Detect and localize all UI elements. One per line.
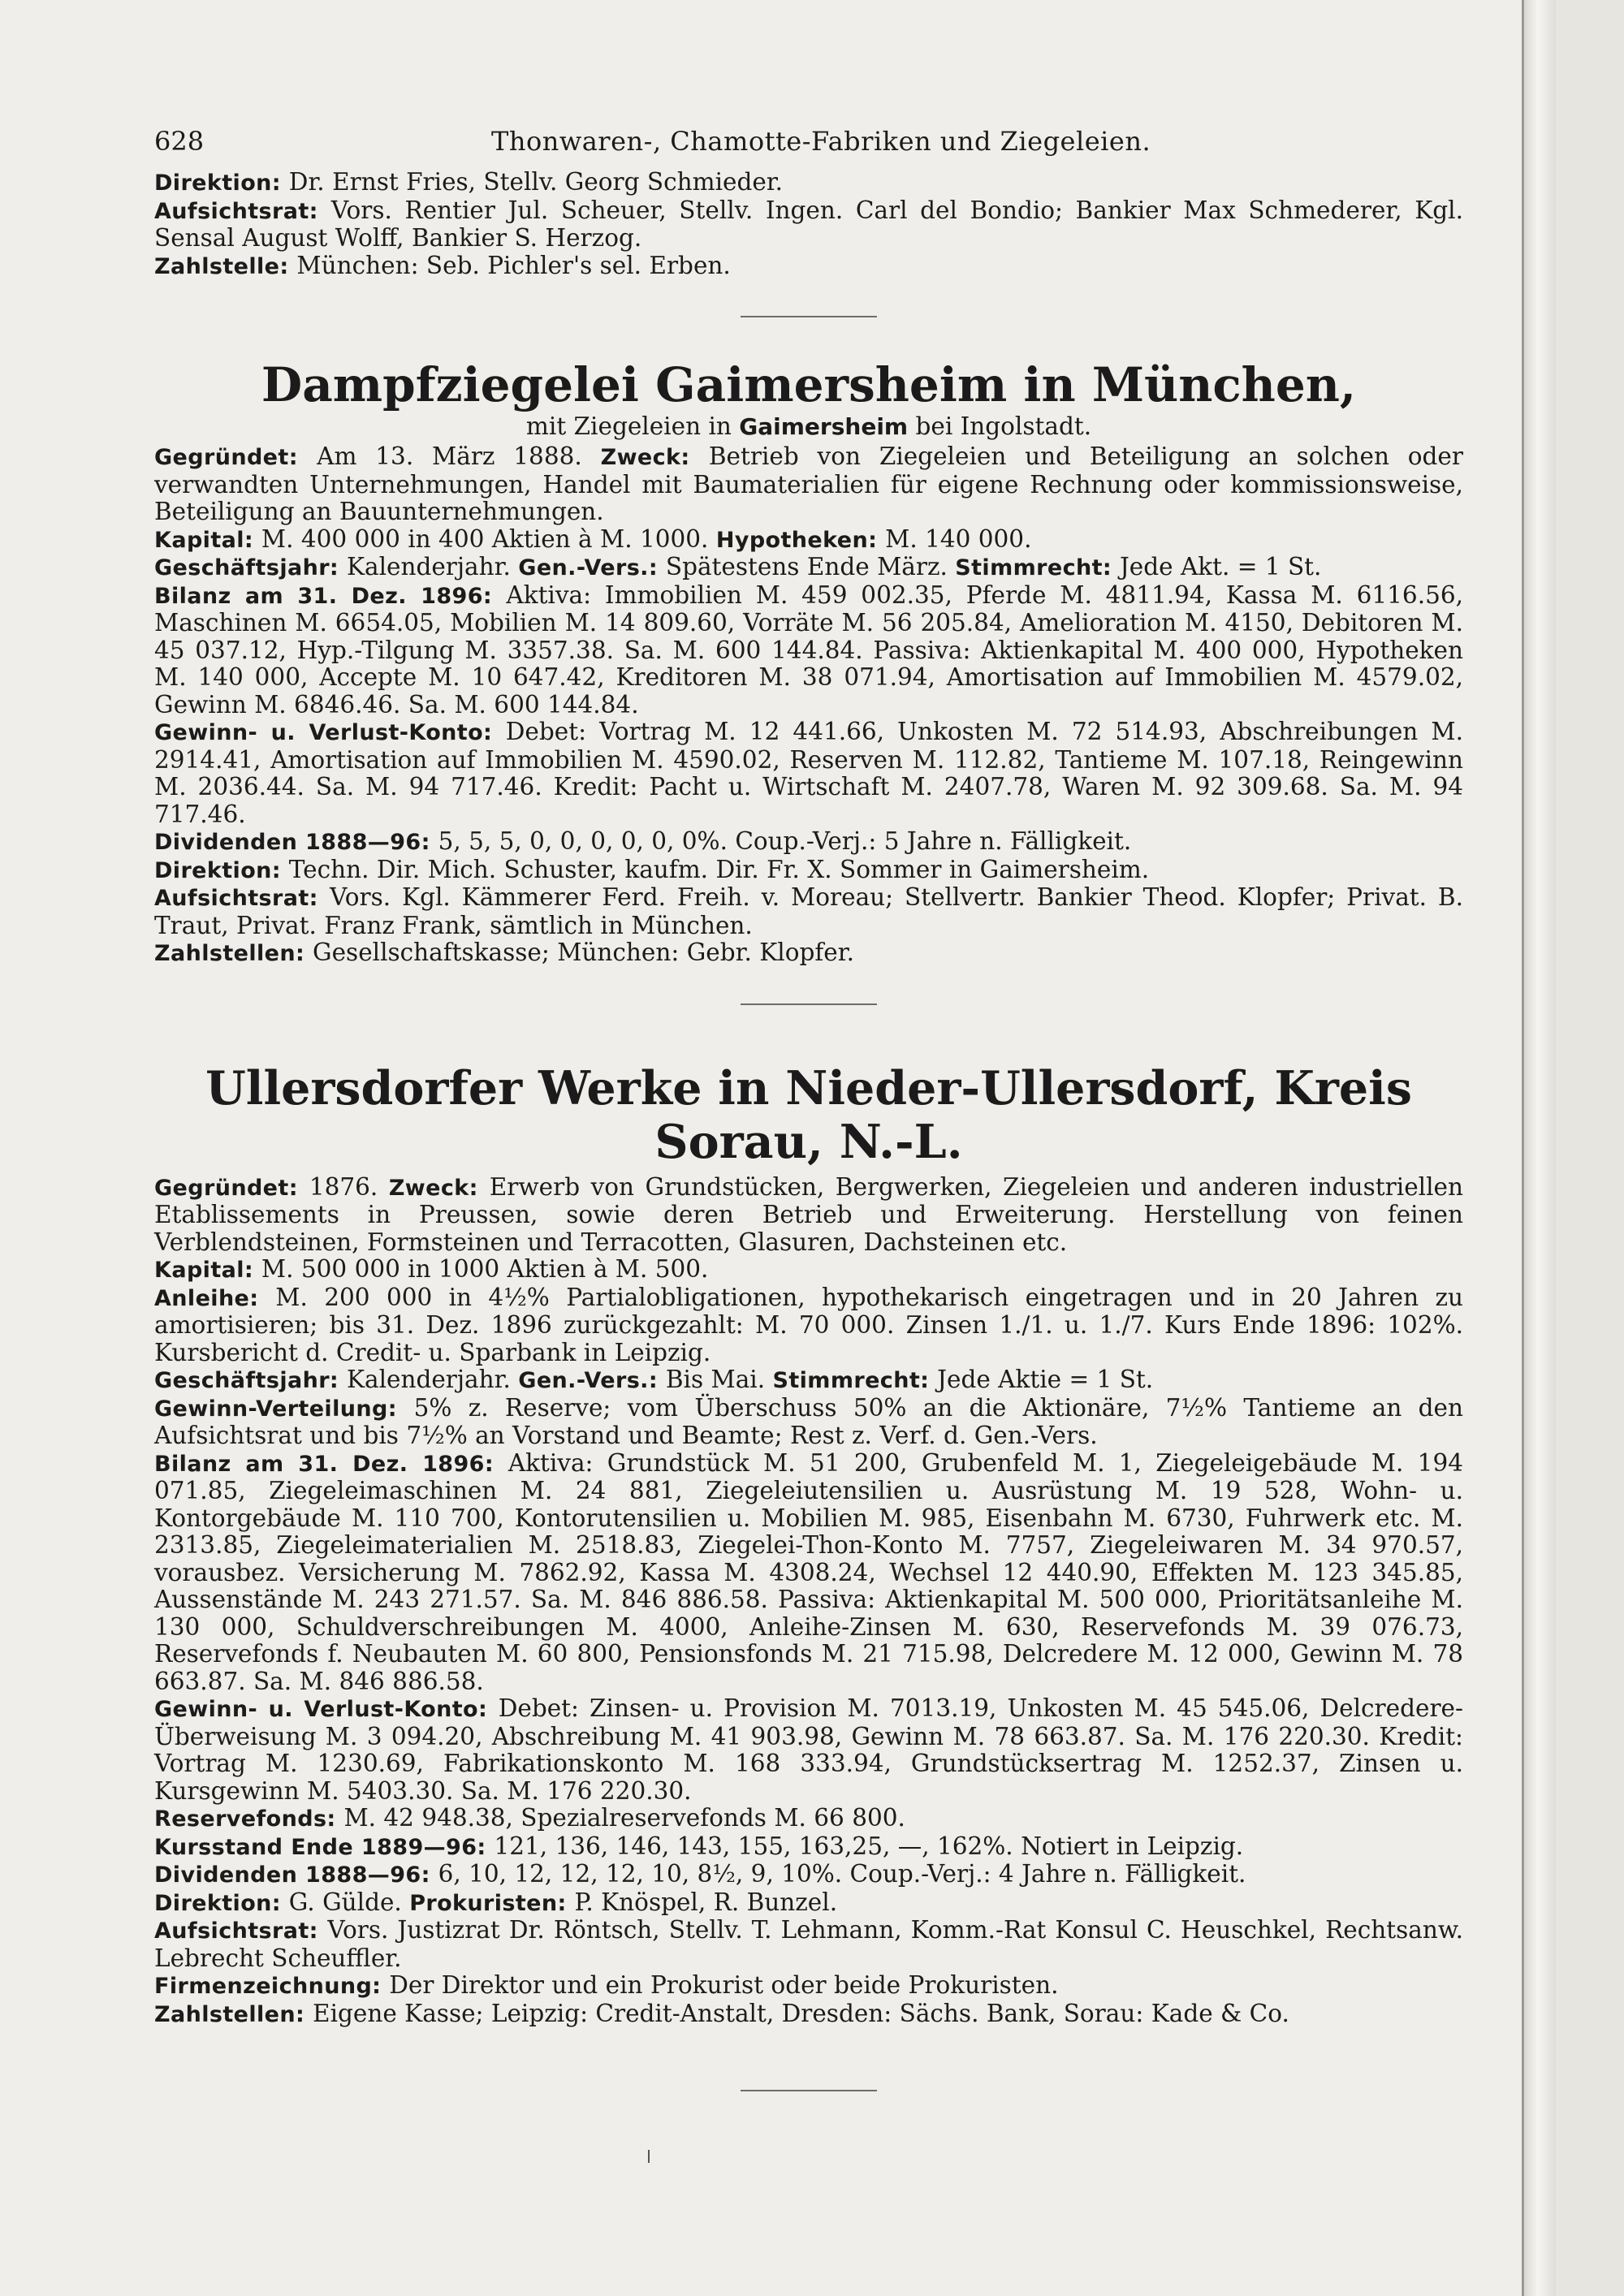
- entry-text: Am 13. März 1888.: [317, 442, 582, 470]
- entry-text: Erwerb von Grundstücken, Bergwerken, Ziegeleien und anderen industriellen Etablissements in Preussen, sowie deren Betrieb und Erweiterung. Herstellung von feinen Verblendsteinen, Formsteinen und Terracotten, Glasuren, Dachsteinen etc.: [154, 1172, 1463, 1256]
- entry-label: Gegründet:: [154, 445, 298, 470]
- entry-text: Debet: Zinsen- u. Provision M. 7013.19, Unkosten M. 45 545.06, Delcredere-Überweisung M. 3 094.20, Abschreibung M. 41 903.98, Gewinn M. 78 663.87. Sa. M. 176 220.30. Kredit: Vortrag M. 1230.69, Fabrikationskonto M. 168 333.94, Grundstücksertrag M. 1252.37, Zinsen u. Kursgewinn M. 5403.30. Sa. M. 176 220.30.: [154, 1694, 1463, 1805]
- entry-label: Hypotheken:: [715, 527, 878, 553]
- entry-dividenden: [154, 1861, 1463, 1889]
- entry-label: Anleihe:: [154, 1285, 259, 1311]
- entry-reservefonds: [154, 1805, 1463, 1833]
- entry-gewinn-verlust: [154, 1695, 1463, 1805]
- section-divider: [741, 2090, 877, 2091]
- subtitle-place: Gaimersheim: [739, 413, 909, 440]
- entry-gegruendet: [154, 1174, 1463, 1257]
- entry-text: Gesellschaftskasse; München: Gebr. Klopfer.: [313, 939, 854, 966]
- entry-label: Dividenden 1888—96:: [154, 1862, 430, 1888]
- entry-direktion: [154, 857, 1463, 885]
- running-title: Thonwaren-, Chamotte-Fabriken und Ziegeleien.: [491, 126, 1151, 157]
- entry-text: 6, 10, 12, 12, 12, 10, 8½, 9, 10%. Coup.-Verj.: 4 Jahre n. Fälligkeit.: [438, 1860, 1246, 1888]
- entry-label: Gewinn-Verteilung:: [154, 1396, 397, 1422]
- entry-text: Kalenderjahr.: [346, 1366, 511, 1393]
- entry-label: Kapital:: [154, 1258, 254, 1283]
- entry-text: 1876.: [309, 1172, 378, 1201]
- entry-label: Stimmrecht:: [955, 555, 1112, 580]
- entry-kapital: [154, 1256, 1463, 1284]
- entry-text: Jede Akt. = 1 St.: [1119, 553, 1322, 580]
- entry-label: Firmenzeichnung:: [154, 1974, 382, 1999]
- entry-gewinn-verteilung: [154, 1395, 1463, 1450]
- page-edge: [1556, 0, 1624, 2296]
- entry-label: Zahlstellen:: [154, 941, 305, 966]
- entry-text: Vors. Rentier Jul. Scheuer, Stellv. Ingen. Carl del Bondio; Bankier Max Schmederer, Kgl. Sensal August Wolff, Bankier S. Herzog.: [154, 196, 1463, 252]
- entry-label: Gewinn- u. Verlust-Konto:: [154, 720, 493, 745]
- entry-anleihe: [154, 1284, 1463, 1367]
- entry-zahlstelle: [154, 252, 1463, 281]
- entry-label: Zahlstelle:: [154, 253, 289, 279]
- entry-label: Direktion:: [154, 1890, 281, 1916]
- company-gaimersheim: [154, 358, 1463, 968]
- entry-text: G. Gülde.: [288, 1888, 402, 1916]
- entry-geschaeftsjahr: [154, 1366, 1463, 1395]
- section-divider: [741, 316, 877, 317]
- entry-text: Dr. Ernst Fries, Stellv. Georg Schmieder.: [288, 168, 784, 196]
- entry-text: M. 500 000 in 1000 Aktien à M. 500.: [261, 1255, 709, 1283]
- entry-label: Zweck:: [388, 1175, 478, 1201]
- company-subtitle: [154, 412, 1463, 442]
- entry-label: Kapital:: [154, 527, 254, 553]
- entry-text: München: Seb. Pichler's sel. Erben.: [296, 251, 731, 279]
- entry-text: M. 400 000 in 400 Aktien à M. 1000.: [261, 524, 709, 553]
- entry-text: Jede Aktie = 1 St.: [937, 1366, 1154, 1393]
- entry-dividenden: [154, 828, 1463, 857]
- entry-label: Gegründet:: [154, 1175, 298, 1201]
- entry-text: 5, 5, 5, 0, 0, 0, 0, 0, 0%. Coup.-Verj.: 5 Jahre n. Fälligkeit.: [438, 827, 1132, 855]
- entry-text: Vors. Justizrat Dr. Röntsch, Stellv. T. Lehmann, Komm.-Rat Konsul C. Heuschkel, Rechtsanw. Lebrecht Scheuffler.: [154, 1916, 1463, 1972]
- entry-label: Bilanz am 31. Dez. 1896:: [154, 583, 493, 609]
- section-divider: [741, 1003, 877, 1005]
- entry-text: Spätestens Ende März.: [665, 553, 948, 580]
- entry-text: Kalenderjahr.: [346, 553, 511, 580]
- entry-text: 5% z. Reserve; vom Überschuss 50% an die Aktionäre, 7½% Tantieme an den Aufsichtsrat und bis 7½% an Vorstand und Beamte; Rest z. Verf. d. Gen.-Vers.: [154, 1393, 1463, 1449]
- entry-label: Geschäftsjahr:: [154, 1368, 339, 1393]
- print-mark: [648, 2150, 650, 2163]
- entry-label: Direktion:: [154, 857, 281, 883]
- entry-text: Vors. Kgl. Kämmerer Ferd. Freih. v. Moreau; Stellvertr. Bankier Theod. Klopfer; Privat. B. Traut, Privat. Franz Frank, sämtlich in München.: [154, 883, 1463, 939]
- entry-geschaeftsjahr: [154, 554, 1463, 582]
- entry-text: Betrieb von Ziegeleien und Beteiligung an solchen oder verwandten Unternehmungen, Handel mit Baumaterialien für eigene Rechnung oder kommissionsweise, Beteiligung an Bauunternehmungen.: [154, 442, 1463, 525]
- entry-label: Gen.-Vers.:: [518, 1368, 659, 1393]
- entry-firmenzeichnung: [154, 1972, 1463, 2000]
- book-spine: [1522, 0, 1558, 2296]
- entry-label: Aufsichtsrat:: [154, 198, 318, 224]
- entry-label: Bilanz am 31. Dez. 1896:: [154, 1451, 495, 1477]
- entry-bilanz: [154, 582, 1463, 719]
- entry-text: Aktiva: Immobilien M. 459 002.35, Pferde M. 4811.94, Kassa M. 6116.56, Maschinen M. 6654.05, Mobilien M. 14 809.60, Vorräte M. 56 205.84, Amelioration M. 4150, Debitoren M. 45 037.12, Hyp.-Tilgung M. 3357.38. Sa. M. 600 144.84. Passiva: Aktienkapital M. 400 000, Hypotheken M. 140 000, Accepte M. 10 647.42, Kreditoren M. 38 071.94, Amortisation auf Immobilien M. 4579.02, Gewinn M. 6846.46. Sa. M. 600 144.84.: [154, 580, 1463, 719]
- entry-zahlstellen: [154, 2000, 1463, 2029]
- entry-label: Gen.-Vers.:: [518, 555, 659, 580]
- entry-kapital: [154, 526, 1463, 555]
- company-title: Dampfziegelei Gaimersheim in München,: [261, 357, 1357, 412]
- entry-kursstand: [154, 1833, 1463, 1862]
- subtitle-text: bei Ingolstadt.: [915, 412, 1092, 440]
- entry-label: Stimmrecht:: [772, 1368, 930, 1393]
- entry-label: Aufsichtsrat:: [154, 1918, 318, 1944]
- entry-text: P. Knöspel, R. Bunzel.: [574, 1888, 838, 1916]
- entry-text: Bis Mai.: [665, 1366, 766, 1393]
- entry-label: Reservefonds:: [154, 1806, 336, 1832]
- page-number: 628: [154, 126, 205, 157]
- subtitle-text: mit Ziegeleien in: [525, 412, 732, 440]
- page-header: [154, 128, 1463, 169]
- entry-label: Prokuristen:: [409, 1890, 567, 1916]
- entry-label: Dividenden 1888—96:: [154, 830, 430, 855]
- entry-label: Aufsichtsrat:: [154, 886, 318, 911]
- entry-label: Gewinn- u. Verlust-Konto:: [154, 1697, 488, 1722]
- entry-bilanz: [154, 1450, 1463, 1696]
- entry-text: Debet: Vortrag M. 12 441.66, Unkosten M. 72 514.93, Abschreibungen M. 2914.41, Amortisation auf Immobilien M. 4590.02, Reserven M. 112.82, Tantieme M. 107.18, Reingewinn M. 2036.44. Sa. M. 94 717.46. Kredit: Pacht u. Wirtschaft M. 2407.78, Waren M. 92 309.68. Sa. M. 94 717.46.: [154, 718, 1463, 828]
- company-title: Ullersdorfer Werke in Nieder-Ullersdorf, Kreis Sorau, N.-L.: [205, 1060, 1412, 1169]
- top-section: [154, 169, 1463, 280]
- page-content: [154, 128, 1463, 2091]
- entry-label: Kursstand Ende 1889—96:: [154, 1834, 486, 1860]
- entry-direktion: [154, 169, 1463, 197]
- entry-gegruendet: [154, 443, 1463, 526]
- entry-label: Geschäftsjahr:: [154, 555, 339, 580]
- entry-text: Aktiva: Grundstück M. 51 200, Grubenfeld M. 1, Ziegeleigebäude M. 194 071.85, Ziegeleimaschinen M. 24 881, Ziegeleiutensilien u. Ausrüstung M. 19 528, Wohn- u. Kontorgebäude M. 110 700, Kontorutensilien u. Mobilien M. 985, Eisenbahn M. 6730, Fuhrwerk etc. M. 2313.85, Ziegeleimaterialien M. 2518.83, Ziegelei-Thon-Konto M. 7757, Ziegeleiwaren M. 34 970.57, vorausbez. Versicherung M. 7862.92, Kassa M. 4308.24, Wechsel 12 440.90, Effekten M. 123 345.85, Aussenstände M. 243 271.57. Sa. M. 846 886.58. Passiva: Aktienkapital M. 500 000, Prioritätsanleihe M. 130 000, Schuldverschreibungen M. 4000, Anleihe-Zinsen M. 630, Reservefonds M. 39 076.73, Reservefonds f. Neubauten M. 60 800, Pensionsfonds M. 21 715.98, Delcredere M. 12 000, Gewinn M. 78 663.87. Sa. M. 846 886.58.: [154, 1448, 1463, 1695]
- entry-text: M. 140 000.: [885, 524, 1032, 553]
- entry-text: 121, 136, 146, 143, 155, 163,25, —, 162%. Notiert in Leipzig.: [494, 1832, 1244, 1860]
- entry-text: Techn. Dir. Mich. Schuster, kaufm. Dir. Fr. X. Sommer in Gaimersheim.: [288, 855, 1150, 883]
- entry-gewinn-verlust: [154, 719, 1463, 828]
- entry-label: Direktion:: [154, 170, 281, 196]
- entry-zahlstellen: [154, 939, 1463, 968]
- entry-aufsichtsrat: [154, 884, 1463, 939]
- company-ullersdorf: [154, 1062, 1463, 2029]
- entry-direktion: [154, 1889, 1463, 1918]
- entry-aufsichtsrat: [154, 1917, 1463, 1972]
- entry-text: Der Direktor und ein Prokurist oder beide Prokuristen.: [389, 1971, 1059, 1999]
- entry-text: M. 200 000 in 4½% Partialobligationen, hypothekarisch eingetragen und in 20 Jahren zu amortisieren; bis 31. Dez. 1896 zurückgezahlt: M. 70 000. Zinsen 1./1. u. 1./7. Kurs Ende 1896: 102%. Kursbericht d. Credit- u. Sparbank in Leipzig.: [154, 1283, 1463, 1366]
- entry-text: Eigene Kasse; Leipzig: Credit-Anstalt, Dresden: Sächs. Bank, Sorau: Kade & Co.: [313, 1999, 1289, 2027]
- entry-aufsichtsrat: [154, 197, 1463, 252]
- entry-label: Zweck:: [600, 445, 690, 470]
- entry-label: Zahlstellen:: [154, 2001, 305, 2027]
- entry-text: M. 42 948.38, Spezialreservefonds M. 66 800.: [343, 1804, 905, 1832]
